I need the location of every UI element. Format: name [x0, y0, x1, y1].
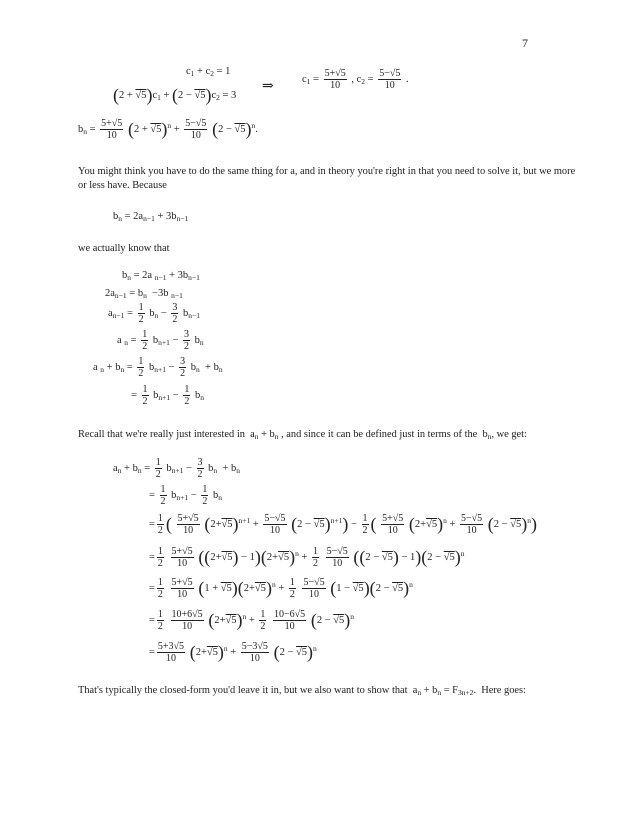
derivation-line-5: a $_n + b_n$ = $\frac{1}{2}$ $b_{n+1}$ − $\frac{3}{2}$ $b_n + b_n$ [93, 356, 223, 379]
bn-formula: $b_n$ = $\frac{5+√5}{10}$ $(2 + √5)^n$ + $\frac{5-√5}{10}$ $(2 - √5)^n$. [78, 118, 258, 141]
c1-fraction: $\frac{5+√5}{10}$ [324, 68, 346, 91]
final-row-4: = $\frac{1}{2}$ $\frac{5+√5}{10}$ $((2+√5) - 1)(2+√5)^n$ + $\frac{1}{2}$ $\frac{5-√5}{10}$ $((2 - √5) - 1)(2 - √5)^n$ [149, 546, 465, 569]
final-row-6: = $\frac{1}{2}$ $\frac{10+6√5}{10}$ $(2+√5)^n$ + $\frac{1}{2}$ $\frac{10-6√5}{10}$ $(2 - √5)^n$ [149, 609, 354, 632]
paragraph-2: we actually know that [78, 243, 170, 254]
system-line-1: $c_1 + c_2 = 1$ [186, 66, 231, 78]
page-number: 7 [522, 36, 528, 50]
c2-fraction: $\frac{5-√5}{10}$ [379, 68, 401, 91]
paragraph-4: That's typically the closed-form you'd leave it in, but we also want to show that $a_n + b_n = F_{3n+2}$. Here goes: [78, 685, 526, 697]
recurrence-equation: $b_n = 2a_{n-1} + 3b_{n-1}$ [113, 211, 189, 223]
derivation-line-3: $a_{n-1}$ = $\frac{1}{2}$ $b_n$ − $\frac{3}{2}$ $b_{n-1}$ [108, 302, 200, 325]
paragraph-3: Recall that we're really just interested in $a_n + b_n$ , and since it can be defined just in terms of the $b_n$, we get: [78, 429, 527, 441]
derivation-line-1: $b_n = 2a$ $_{n-1} + 3b_{n-1}$ [122, 270, 200, 282]
paragraph-1: You might think you have to do the same thing for a, and in theory you're right in that you need to solve it, but we more or less have. Because [78, 166, 576, 192]
derivation-line-4: a $_n$ = $\frac{1}{2}$ $b_{n+1}$ − $\frac{3}{2}$ $b_n$ [117, 329, 204, 352]
final-row-7: = $\frac{5+3√5}{10}$ $(2+√5)^n$ + $\frac{5-3√5}{10}$ $(2 - √5)^n$ [149, 641, 317, 664]
final-row-5: = $\frac{1}{2}$ $\frac{5+√5}{10}$ $(1 + √5)(2+√5)^n$ + $\frac{1}{2}$ $\frac{5-√5}{10}$ $(1 - √5)(2 - √5)^n$ [149, 577, 413, 600]
derivation-line-6: = $\frac{1}{2}$ $b_{n+1}$ − $\frac{1}{2}$ $b_n$ [131, 384, 204, 407]
final-row-1: $a_n + b_n$ = $\frac{1}{2}$ $b_{n+1}$ − $\frac{3}{2}$ $b_n + b_n$ [113, 457, 240, 480]
c-solutions: $c_1$ = $\frac{5+√5}{10}$ , $c_2$ = $\frac{5-√5}{10}$ . [302, 68, 409, 91]
system-line-2: $(2 + √5)c_1 + (2 - √5)c_2 = 3$ [113, 85, 237, 105]
final-row-2: = $\frac{1}{2}$ $b_{n+1}$ − $\frac{1}{2}$ $b_n$ [149, 484, 222, 507]
implies-arrow: ⇒ [262, 79, 274, 94]
derivation-line-2: $2a_{n-1} = b_n -3b$ $_{n-1}$ [105, 288, 183, 300]
final-row-3: = $\frac{1}{2}$ ( $\frac{5+√5}{10}$ $(2+√5)^{n+1}$ + $\frac{5-√5}{10}$ $(2 - √5)^{n+1}$) − $\frac{1}{2}$ ( $\frac{5+√5}{10}$ $(2+√5)^n$ + $\frac{5-√5}{10}$ $(2 - √5)^n$) [149, 513, 537, 536]
